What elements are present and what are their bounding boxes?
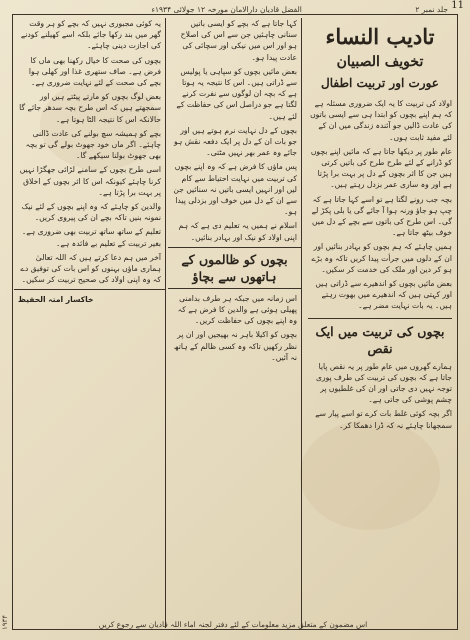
paragraph: اگر بچہ کوئی غلط بات کرے تو اسے پیار سے سمجھانا چاہئے نہ کہ ڈرا دھمکا کر۔ (315, 409, 452, 430)
handwritten-margin-note: ۱۹۳۴ (1, 614, 9, 630)
paragraph: ہمارے گھروں میں عام طور پر یہ نقص پایا جاتا ہے کہ بچوں کی تربیت کی طرف پوری توجہ نہیں دی جاتی اور ان کی غلطیوں پر چشم پوشی کی جاتی ہے۔ (315, 361, 452, 405)
paragraph: بچوں کی صحت کا خیال رکھنا بھی ماں کا فرض ہے۔ صاف ستھری غذا اور کھلی ہوا بچے کی صحت کے لئے نہایت ضروری ہے۔ (28, 55, 161, 88)
right-column (304, 18, 456, 628)
boxed-heading: بچوں کو ظالموں کے ہاتھوں سے بچاؤ (168, 247, 301, 289)
paragraph: بچے کو ہمیشہ سچ بولنے کی عادت ڈالنی چاہئے۔ اگر ماں خود جھوٹ بولے گی تو بچہ بھی جھوٹ بولنا سیکھے گا۔ (25, 128, 161, 161)
paragraph: عام طور پر دیکھا جاتا ہے کہ مائیں اپنے بچوں کو ڈرانے کے لئے طرح طرح کی باتیں کرتی ہیں جن کا اثر بچوں کے دل پر بہت برا پڑتا ہے اور وہ ساری عمر بزدل رہتے ہیں۔ (310, 146, 452, 190)
article-subtitle: تخویف الصبیان (336, 54, 424, 70)
article-subheading: عورت اور تربیت اطفال (321, 76, 439, 90)
paragraph: اولاد کی تربیت کا یہ ایک ضروری مسئلہ ہے کہ ہم اپنے بچوں کو ابتدا ہی سے ایسی باتوں کی عادت ڈالیں جو آئندہ زندگی میں ان کے لئے مفید ثابت ہوں۔ (310, 99, 452, 142)
paragraph: بعض مائیں بچوں کو اندھیرے سے ڈراتی ہیں اور کہتی ہیں کہ اندھیرے میں بھوت رہتے ہیں۔ یہ بات نہایت مضر ہے۔ (315, 279, 452, 311)
paragraph: اسلام نے ہمیں یہ تعلیم دی ہے کہ ہم اپنی اولاد کو نیک اور بہادر بنائیں۔ (178, 221, 297, 242)
left-column (14, 18, 166, 628)
paragraph: اسی طرح بچوں کے سامنے لڑائی جھگڑا نہیں کرنا چاہئے کیونکہ اس کا اثر بچوں کے اخلاق پر بہت برا پڑتا ہے۔ (19, 165, 161, 197)
paragraph: ہمیں چاہئے کہ ہم بچوں کو بہادر بنائیں اور ان کے دلوں میں جرأت پیدا کریں تاکہ وہ بڑے ہو کر دین اور ملک کی خدمت کر سکیں۔ (311, 242, 452, 274)
page-number: 11 (451, 0, 464, 11)
paragraph: بعض لوگ بچوں کو مارتے پیٹتے ہیں اور سمجھتے ہیں کہ اس طرح بچہ سدھر جائے گا حالانکہ اس کا نتیجہ الٹا ہوتا ہے۔ (19, 92, 161, 124)
article-title: تادیب النساء (325, 24, 435, 49)
paragraph: اس زمانہ میں جبکہ ہر طرف بدامنی پھیلی ہوئی ہے والدین کا فرض ہے کہ وہ اپنے بچوں کی حفاظت کریں۔ (177, 293, 297, 326)
paragraph: بچوں کے دل نہایت نرم ہوتے ہیں اور جو بات ان کے دل پر ایک دفعہ نقش ہو جائے وہ عمر بھر نہیں مٹتی۔ (173, 125, 297, 158)
paragraph: بعض مائیں بچوں کو سپاہی یا پولیس سے ڈراتی ہیں۔ اس کا نتیجہ یہ ہوتا ہے کہ بچہ ان لوگوں سے نفرت کرنے لگتا ہے جو دراصل اس کی حفاظت کے لئے ہیں۔ (176, 66, 297, 121)
signature: خاکسار امتہ الحفیظ (18, 295, 94, 305)
paragraph: پس ماؤں کا فرض ہے کہ وہ اپنے بچوں کی تربیت میں نہایت احتیاط سے کام لیں اور انہیں ایسی باتیں نہ سنائیں جن سے ان کے دل میں خوف اور بزدلی پیدا ہو۔ (173, 162, 297, 217)
paragraph: بچہ جب رونے لگتا ہے تو اسے کہا جاتا ہے کہ چپ ہو جاؤ ورنہ ہوا آ جائے گی یا بلی پکڑ لے گی۔ اس طرح کی باتوں سے بچے کے دل میں خوف بیٹھ جاتا ہے۔ (311, 194, 452, 238)
paragraph: آخر میں ہم دعا کرتے ہیں کہ اللہ تعالیٰ ہماری ماؤں بہنوں کو اس بات کی توفیق دے کہ وہ اپنی اولاد کی صحیح تربیت کر سکیں۔ (20, 252, 161, 285)
paragraph: والدین کو چاہئے کہ وہ اپنے بچوں کے لئے نیک نمونہ بنیں تاکہ بچے ان کی پیروی کریں۔ (21, 202, 161, 223)
issue-number: جلد نمبر ۲ (415, 4, 448, 14)
footer-text: اس مضمون کے متعلق مزید معلومات کے لئے دفتر لجنہ اماء اللہ قادیان سے رجوع کریں (98, 620, 368, 629)
paragraph: یہ کوئی مجبوری نہیں کہ بچے کو ہر وقت گھر میں بند رکھا جائے بلکہ اسے کھیلنے کودنے کی اجازت دینی چاہئے۔ (20, 19, 161, 51)
middle-column (168, 18, 302, 628)
paragraph: کہا جاتا ہے کہ بچے کو ایسی باتیں سنانی چاہئیں جن سے اس کی اصلاح ہو اور اس میں نیکی اور سچائی کی عادت پیدا ہو۔ (180, 19, 297, 62)
paragraph: بچوں کو اکیلا باہر نہ بھیجیں اور ان پر نظر رکھیں تاکہ وہ کسی ظالم کے ہاتھ نہ آئیں۔ (173, 330, 297, 362)
section-heading: بچوں کی تربیت میں ایک نقص (308, 318, 452, 357)
masthead: الفضل قادیان دارالامان مورخہ ۱۲ جولائی ۱۹۳۴ء (151, 4, 302, 14)
divider (14, 289, 165, 290)
paragraph: تعلیم کے ساتھ ساتھ تربیت بھی ضروری ہے۔ بغیر تربیت کے تعلیم بے فائدہ ہے۔ (21, 227, 161, 248)
